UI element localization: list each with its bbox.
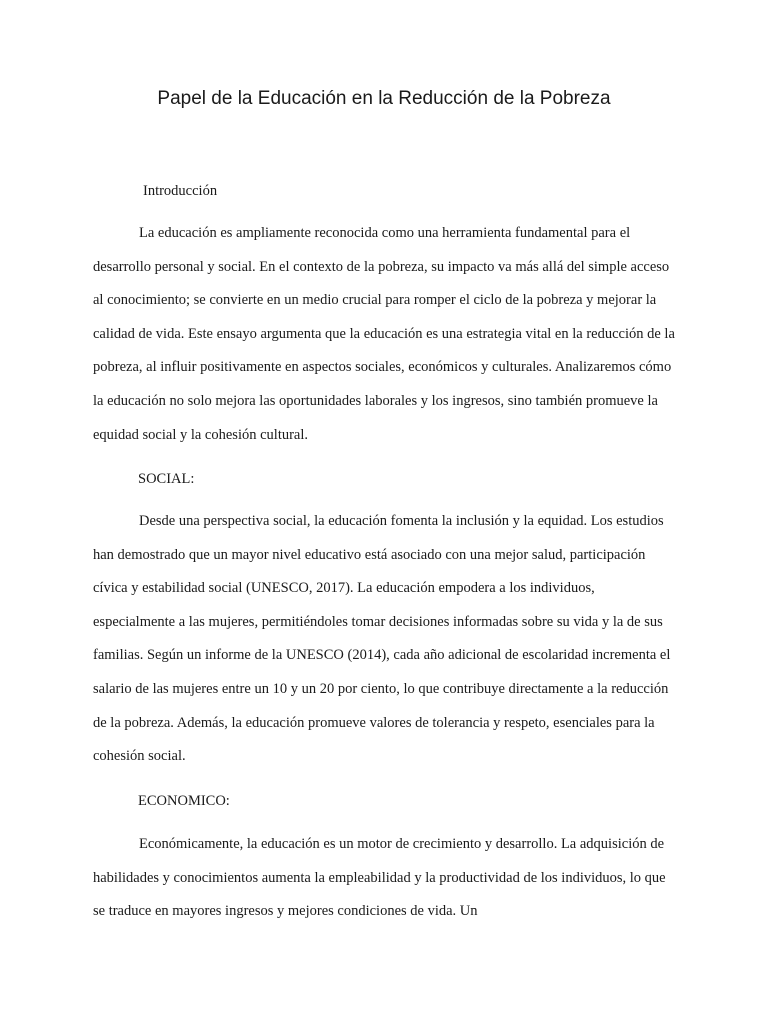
- paragraph-social: Desde una perspectiva social, la educación fomenta la inclusión y la equidad. Los estudios han demostrado que un mayor nivel educativo está asociado con una mejor salud, participación cívica y estabilidad social (UNESCO, 2017). La educación empodera a los individuos, especialmente a las mujeres, permitiéndoles tomar decisiones informadas sobre su vida y la de sus familias. Según un informe de la UNESCO (2014), cada año adicional de escolaridad incrementa el salario de las mujeres entre un 10 y un 20 por ciento, lo que contribuye directamente a la reducción de la pobreza. Además, la educación promueve valores de tolerancia y respeto, esenciales para la cohesión social.: [93, 513, 671, 765]
- paragraph-economico: Económicamente, la educación es un motor de crecimiento y desarrollo. La adquisición de habilidades y conocimientos aumenta la empleabilidad y la productividad de los individuos, lo que se traduce en mayores ingresos y mejores condiciones de vida. Un: [93, 836, 666, 920]
- section-heading-economico: ECONOMICO:: [138, 793, 230, 809]
- section-heading-social: SOCIAL:: [138, 471, 195, 487]
- document-title: Papel de la Educación en la Reducción de la Pobreza: [157, 88, 611, 109]
- section-heading-introduccion: Introducción: [143, 183, 218, 199]
- paragraph-introduccion: La educación es ampliamente reconocida como una herramienta fundamental para el desarrollo personal y social. En el contexto de la pobreza, su impacto va más allá del simple acceso al conocimiento; se convierte en un medio crucial para romper el ciclo de la pobreza y mejorar la calidad de vida. Este ensayo argumenta que la educación es una estrategia vital en la reducción de la pobreza, al influir positivamente en aspectos sociales, económicos y culturales. Analizaremos cómo la educación no solo mejora las oportunidades laborales y los ingresos, sino también promueve la equidad social y la cohesión cultural.: [93, 225, 675, 443]
